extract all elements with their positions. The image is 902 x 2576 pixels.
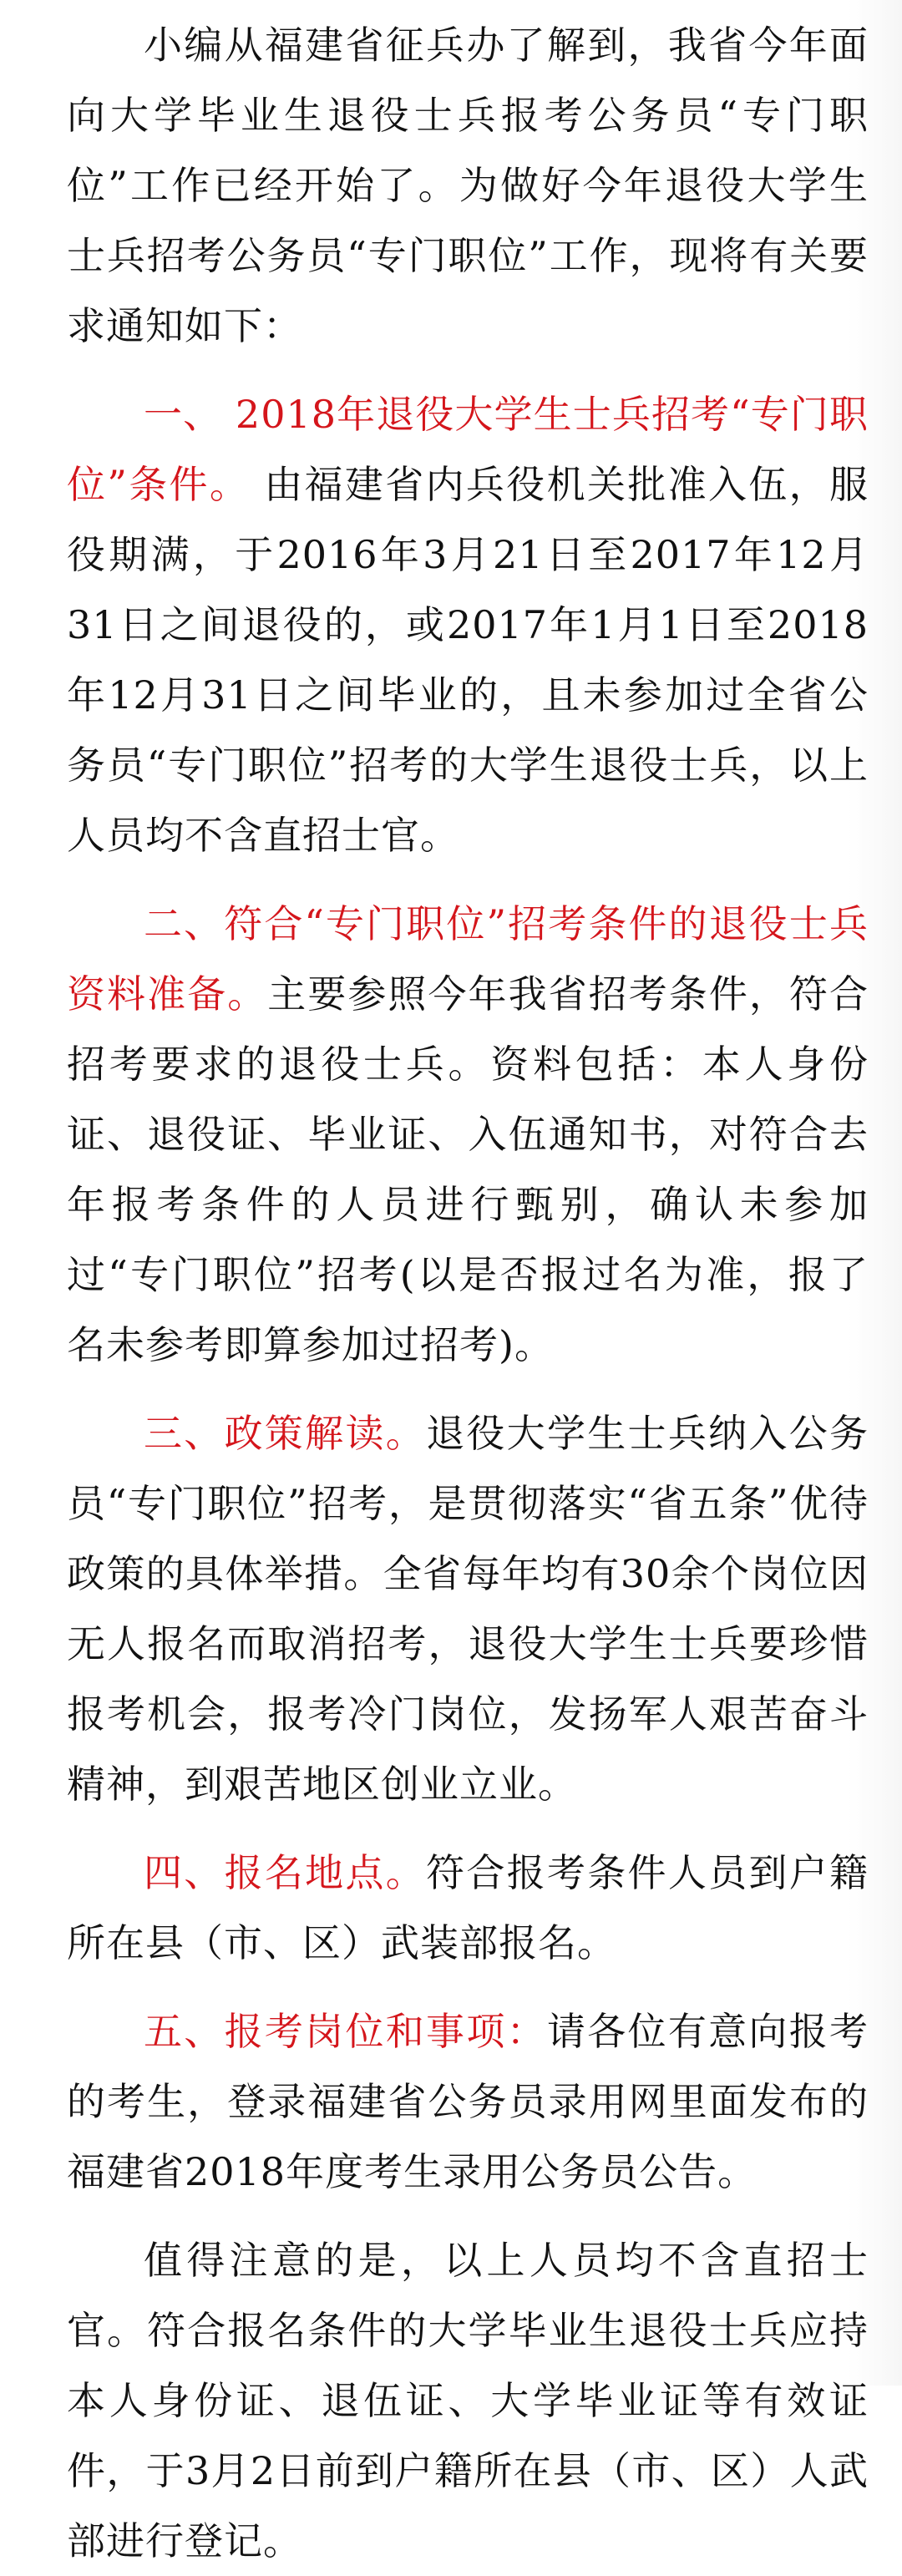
section-2-paragraph xyxy=(67,889,869,1380)
section-2-heading: 二、符合“专门职位”招考条件的退役士兵资料准备。 xyxy=(67,901,869,1017)
closing-text: 值得注意的是，以上人员均不含直招士官。符合报名条件的大学毕业生退役士兵应持本人身份证、退伍证、大学毕业证等有效证件，于3月2日前到户籍所在县（市、区）人武部进行登记。 xyxy=(67,2238,869,2563)
section-3-heading: 三、政策解读。 xyxy=(144,1411,427,1456)
section-5-heading: 五、报考岗位和事项： xyxy=(144,2009,547,2054)
section-4-body: 符合报考条件人员到户籍所在县（市、区）武装部报名。 xyxy=(67,1850,869,1965)
section-1-paragraph xyxy=(67,379,869,870)
intro-text: 小编从福建省征兵办了解到，我省今年面向大学毕业生退役士兵报考公务员“专门职位”工作已经开始了。为做好今年退役大学生士兵招考公务员“专门职位”工作，现将有关要求通知如下： xyxy=(67,23,869,348)
section-5-paragraph xyxy=(67,1996,869,2207)
section-2-body: 主要参照今年我省招考条件，符合招考要求的退役士兵。资料包括：本人身份证、退役证、毕业证、入伍通知书，对符合去年报考条件的人员进行甄别，确认未参加过“专门职位”招考(以是否报过名为准，报了名未参考即算参加过招考)。 xyxy=(67,971,869,1367)
section-3-body: 退役大学生士兵纳入公务员“专门职位”招考，是贯彻落实“省五条”优待政策的具体举措。全省每年均有30余个岗位因无人报名而取消招考，退役大学生士兵要珍惜报考机会，报考冷门岗位，发扬军人艰苦奋斗精神，到艰苦地区创业立业。 xyxy=(67,1411,869,1807)
section-1-body: 由福建省内兵役机关批准入伍，服役期满，于2016年3月21日至2017年12月31日之间退役的，或2017年1月1日至2018年12月31日之间毕业的，且未参加过全省公务员“专门职位”招考的大学生退役士兵，以上人员均不含直招士官。 xyxy=(67,462,869,858)
section-4-heading: 四、报名地点。 xyxy=(144,1850,427,1895)
section-5-body: 请各位有意向报考的考生，登录福建省公务员录用网里面发布的福建省2018年度考生录用公务员公告。 xyxy=(67,2009,869,2194)
closing-paragraph xyxy=(67,2225,869,2576)
section-4-paragraph xyxy=(67,1838,869,1978)
section-3-paragraph xyxy=(67,1398,869,1819)
section-1-heading: 一、 2018年退役大学生士兵招考“专门职位”条件。 xyxy=(67,392,869,507)
intro-paragraph xyxy=(67,10,869,361)
